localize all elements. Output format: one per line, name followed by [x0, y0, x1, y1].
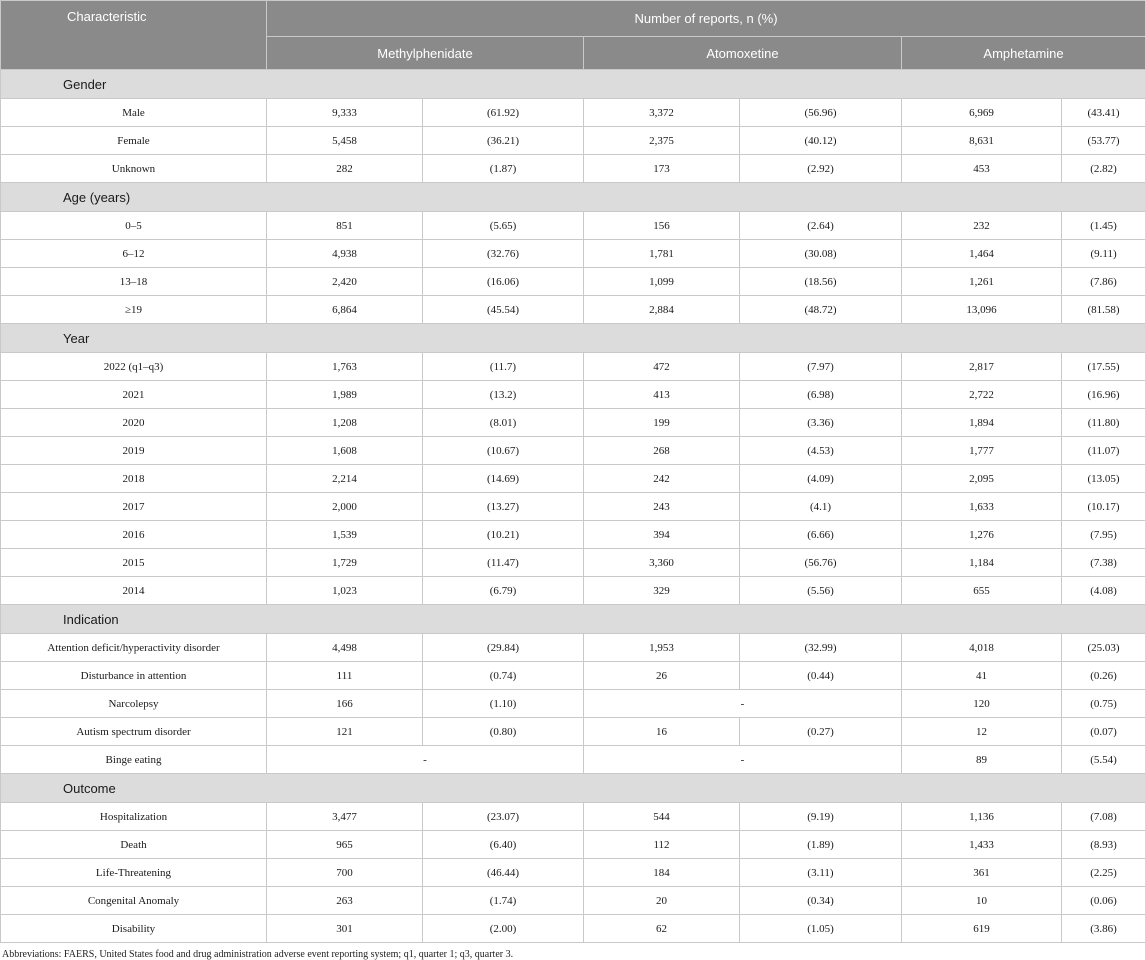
percent-cell: (4.1)	[740, 493, 902, 521]
section-header-row	[1, 774, 1145, 803]
count-cell: 3,477	[267, 803, 423, 831]
count-cell: 6,864	[267, 296, 423, 324]
count-cell: 413	[584, 381, 740, 409]
table-row	[1, 268, 1145, 296]
count-cell: 1,099	[584, 268, 740, 296]
count-cell: 3,360	[584, 549, 740, 577]
count-cell: 121	[267, 718, 423, 746]
percent-cell: (17.55)	[1062, 353, 1145, 381]
percent-cell: (32.99)	[740, 634, 902, 662]
count-cell: 112	[584, 831, 740, 859]
count-cell: 242	[584, 465, 740, 493]
percent-cell: (23.07)	[423, 803, 584, 831]
percent-cell: (1.87)	[423, 155, 584, 183]
count-cell: 6,969	[902, 99, 1062, 127]
count-cell: 156	[584, 212, 740, 240]
percent-cell: (5.56)	[740, 577, 902, 605]
percent-cell: (7.97)	[740, 353, 902, 381]
count-cell: 111	[267, 662, 423, 690]
count-cell: 1,276	[902, 521, 1062, 549]
count-cell: 1,464	[902, 240, 1062, 268]
table-row	[1, 831, 1145, 859]
count-cell: 232	[902, 212, 1062, 240]
empty-cell: -	[267, 746, 584, 774]
count-cell: 4,938	[267, 240, 423, 268]
row-label: Disability	[1, 915, 267, 943]
count-cell: 361	[902, 859, 1062, 887]
percent-cell: (45.54)	[423, 296, 584, 324]
section-header	[1, 774, 1145, 803]
count-cell: 2,884	[584, 296, 740, 324]
percent-cell: (1.10)	[423, 690, 584, 718]
header-row-1	[1, 1, 1145, 37]
percent-cell: (9.19)	[740, 803, 902, 831]
row-label: Congenital Anomaly	[1, 887, 267, 915]
count-cell: 329	[584, 577, 740, 605]
table-row	[1, 155, 1145, 183]
count-cell: 2,000	[267, 493, 423, 521]
percent-cell: (1.05)	[740, 915, 902, 943]
percent-cell: (7.38)	[1062, 549, 1145, 577]
table-row	[1, 353, 1145, 381]
percent-cell: (0.07)	[1062, 718, 1145, 746]
empty-cell: -	[584, 690, 902, 718]
table-row	[1, 859, 1145, 887]
percent-cell: (0.34)	[740, 887, 902, 915]
percent-cell: (5.54)	[1062, 746, 1145, 774]
percent-cell: (11.07)	[1062, 437, 1145, 465]
count-cell: 2,722	[902, 381, 1062, 409]
percent-cell: (7.08)	[1062, 803, 1145, 831]
row-label: 2015	[1, 549, 267, 577]
footnote: Abbreviations: FAERS, United States food and drug administration adverse event reporting system; q1, quarter 1; q3, quarter 3.	[0, 943, 1145, 960]
count-cell: 4,018	[902, 634, 1062, 662]
percent-cell: (6.79)	[423, 577, 584, 605]
count-cell: 965	[267, 831, 423, 859]
table-row	[1, 746, 1145, 774]
count-cell: 1,763	[267, 353, 423, 381]
count-cell: 12	[902, 718, 1062, 746]
count-cell: 619	[902, 915, 1062, 943]
count-cell: 394	[584, 521, 740, 549]
count-cell: 282	[267, 155, 423, 183]
percent-cell: (11.80)	[1062, 409, 1145, 437]
percent-cell: (3.86)	[1062, 915, 1145, 943]
table-row	[1, 915, 1145, 943]
percent-cell: (40.12)	[740, 127, 902, 155]
percent-cell: (10.17)	[1062, 493, 1145, 521]
percent-cell: (43.41)	[1062, 99, 1145, 127]
count-cell: 1,433	[902, 831, 1062, 859]
percent-cell: (11.7)	[423, 353, 584, 381]
percent-cell: (7.86)	[1062, 268, 1145, 296]
table-row	[1, 634, 1145, 662]
row-label: 2021	[1, 381, 267, 409]
percent-cell: (1.89)	[740, 831, 902, 859]
table-row	[1, 465, 1145, 493]
row-label: Male	[1, 99, 267, 127]
percent-cell: (0.26)	[1062, 662, 1145, 690]
count-cell: 4,498	[267, 634, 423, 662]
percent-cell: (2.92)	[740, 155, 902, 183]
table-row	[1, 549, 1145, 577]
count-cell: 700	[267, 859, 423, 887]
count-cell: 10	[902, 887, 1062, 915]
count-cell: 1,184	[902, 549, 1062, 577]
count-cell: 268	[584, 437, 740, 465]
percent-cell: (30.08)	[740, 240, 902, 268]
percent-cell: (2.64)	[740, 212, 902, 240]
count-cell: 2,420	[267, 268, 423, 296]
percent-cell: (46.44)	[423, 859, 584, 887]
count-cell: 1,633	[902, 493, 1062, 521]
table-row	[1, 437, 1145, 465]
percent-cell: (13.27)	[423, 493, 584, 521]
count-cell: 453	[902, 155, 1062, 183]
row-label: Female	[1, 127, 267, 155]
percent-cell: (32.76)	[423, 240, 584, 268]
count-cell: 1,539	[267, 521, 423, 549]
row-label: Death	[1, 831, 267, 859]
count-cell: 1,136	[902, 803, 1062, 831]
row-label: Attention deficit/hyperactivity disorder	[1, 634, 267, 662]
row-label: Disturbance in attention	[1, 662, 267, 690]
percent-cell: (56.76)	[740, 549, 902, 577]
count-cell: 1,989	[267, 381, 423, 409]
row-label: 2014	[1, 577, 267, 605]
section-header-row	[1, 605, 1145, 634]
percent-cell: (56.96)	[740, 99, 902, 127]
percent-cell: (4.08)	[1062, 577, 1145, 605]
percent-cell: (81.58)	[1062, 296, 1145, 324]
row-label: 2016	[1, 521, 267, 549]
count-cell: 1,608	[267, 437, 423, 465]
table-row	[1, 493, 1145, 521]
row-label: ≥19	[1, 296, 267, 324]
count-cell: 263	[267, 887, 423, 915]
percent-cell: (2.00)	[423, 915, 584, 943]
count-cell: 184	[584, 859, 740, 887]
row-label: 2020	[1, 409, 267, 437]
percent-cell: (1.74)	[423, 887, 584, 915]
count-cell: 544	[584, 803, 740, 831]
percent-cell: (53.77)	[1062, 127, 1145, 155]
table-row	[1, 662, 1145, 690]
count-cell: 2,375	[584, 127, 740, 155]
row-label: 2018	[1, 465, 267, 493]
section-header-row	[1, 183, 1145, 212]
count-cell: 8,631	[902, 127, 1062, 155]
row-label: 2022 (q1–q3)	[1, 353, 267, 381]
row-label: Narcolepsy	[1, 690, 267, 718]
percent-cell: (8.93)	[1062, 831, 1145, 859]
percent-cell: (0.75)	[1062, 690, 1145, 718]
table-body	[1, 70, 1145, 943]
count-cell: 20	[584, 887, 740, 915]
percent-cell: (1.45)	[1062, 212, 1145, 240]
percent-cell: (25.03)	[1062, 634, 1145, 662]
section-title: Age (years)	[1, 190, 130, 205]
percent-cell: (13.05)	[1062, 465, 1145, 493]
drug-header-amphetamine: Amphetamine	[902, 37, 1145, 70]
section-title: Outcome	[1, 781, 116, 796]
section-header-row	[1, 324, 1145, 353]
table-row	[1, 212, 1145, 240]
count-cell: 9,333	[267, 99, 423, 127]
table-row	[1, 521, 1145, 549]
count-cell: 199	[584, 409, 740, 437]
count-cell: 62	[584, 915, 740, 943]
percent-cell: (6.40)	[423, 831, 584, 859]
count-cell: 1,729	[267, 549, 423, 577]
row-label: Autism spectrum disorder	[1, 718, 267, 746]
row-label: Life-Threatening	[1, 859, 267, 887]
percent-cell: (36.21)	[423, 127, 584, 155]
row-label: 2017	[1, 493, 267, 521]
count-cell: 1,261	[902, 268, 1062, 296]
section-header	[1, 324, 1145, 353]
row-label: 0–5	[1, 212, 267, 240]
percent-cell: (14.69)	[423, 465, 584, 493]
count-cell: 655	[902, 577, 1062, 605]
table-row	[1, 887, 1145, 915]
table-row	[1, 127, 1145, 155]
section-header-row	[1, 70, 1145, 99]
percent-cell: (11.47)	[423, 549, 584, 577]
percent-cell: (16.06)	[423, 268, 584, 296]
percent-cell: (7.95)	[1062, 521, 1145, 549]
section-header	[1, 70, 1145, 99]
count-cell: 89	[902, 746, 1062, 774]
percent-cell: (0.74)	[423, 662, 584, 690]
count-cell: 120	[902, 690, 1062, 718]
percent-cell: (6.66)	[740, 521, 902, 549]
count-cell: 1,023	[267, 577, 423, 605]
percent-cell: (8.01)	[423, 409, 584, 437]
percent-cell: (6.98)	[740, 381, 902, 409]
percent-cell: (0.27)	[740, 718, 902, 746]
row-label: 6–12	[1, 240, 267, 268]
row-label: 13–18	[1, 268, 267, 296]
count-cell: 2,214	[267, 465, 423, 493]
count-cell: 166	[267, 690, 423, 718]
table-row	[1, 296, 1145, 324]
count-cell: 851	[267, 212, 423, 240]
section-title: Indication	[1, 612, 119, 627]
percent-cell: (48.72)	[740, 296, 902, 324]
percent-cell: (0.44)	[740, 662, 902, 690]
count-cell: 5,458	[267, 127, 423, 155]
count-cell: 2,095	[902, 465, 1062, 493]
percent-cell: (16.96)	[1062, 381, 1145, 409]
count-cell: 26	[584, 662, 740, 690]
percent-cell: (0.06)	[1062, 887, 1145, 915]
percent-cell: (18.56)	[740, 268, 902, 296]
number-of-reports-header: Number of reports, n (%)	[267, 1, 1145, 37]
count-cell: 472	[584, 353, 740, 381]
table-row	[1, 240, 1145, 268]
count-cell: 3,372	[584, 99, 740, 127]
percent-cell: (10.67)	[423, 437, 584, 465]
percent-cell: (0.80)	[423, 718, 584, 746]
drug-header-methylphenidate: Methylphenidate	[267, 37, 584, 70]
row-label: 2019	[1, 437, 267, 465]
count-cell: 1,777	[902, 437, 1062, 465]
percent-cell: (4.53)	[740, 437, 902, 465]
count-cell: 16	[584, 718, 740, 746]
table-row	[1, 409, 1145, 437]
table-row	[1, 803, 1145, 831]
row-label: Binge eating	[1, 746, 267, 774]
characteristic-header: Characteristic	[1, 1, 267, 70]
row-label: Unknown	[1, 155, 267, 183]
count-cell: 1,953	[584, 634, 740, 662]
row-label: Hospitalization	[1, 803, 267, 831]
table-row	[1, 718, 1145, 746]
count-cell: 1,781	[584, 240, 740, 268]
table-row	[1, 690, 1145, 718]
percent-cell: (13.2)	[423, 381, 584, 409]
percent-cell: (2.82)	[1062, 155, 1145, 183]
count-cell: 1,894	[902, 409, 1062, 437]
section-header	[1, 605, 1145, 634]
section-title: Gender	[1, 77, 106, 92]
percent-cell: (29.84)	[423, 634, 584, 662]
empty-cell: -	[584, 746, 902, 774]
percent-cell: (5.65)	[423, 212, 584, 240]
section-title: Year	[1, 331, 89, 346]
count-cell: 41	[902, 662, 1062, 690]
section-header	[1, 183, 1145, 212]
count-cell: 1,208	[267, 409, 423, 437]
percent-cell: (2.25)	[1062, 859, 1145, 887]
percent-cell: (9.11)	[1062, 240, 1145, 268]
table-row	[1, 577, 1145, 605]
count-cell: 173	[584, 155, 740, 183]
percent-cell: (61.92)	[423, 99, 584, 127]
percent-cell: (3.36)	[740, 409, 902, 437]
count-cell: 2,817	[902, 353, 1062, 381]
count-cell: 13,096	[902, 296, 1062, 324]
drug-header-atomoxetine: Atomoxetine	[584, 37, 902, 70]
percent-cell: (4.09)	[740, 465, 902, 493]
table-row	[1, 99, 1145, 127]
count-cell: 243	[584, 493, 740, 521]
percent-cell: (10.21)	[423, 521, 584, 549]
table-row	[1, 381, 1145, 409]
count-cell: 301	[267, 915, 423, 943]
percent-cell: (3.11)	[740, 859, 902, 887]
